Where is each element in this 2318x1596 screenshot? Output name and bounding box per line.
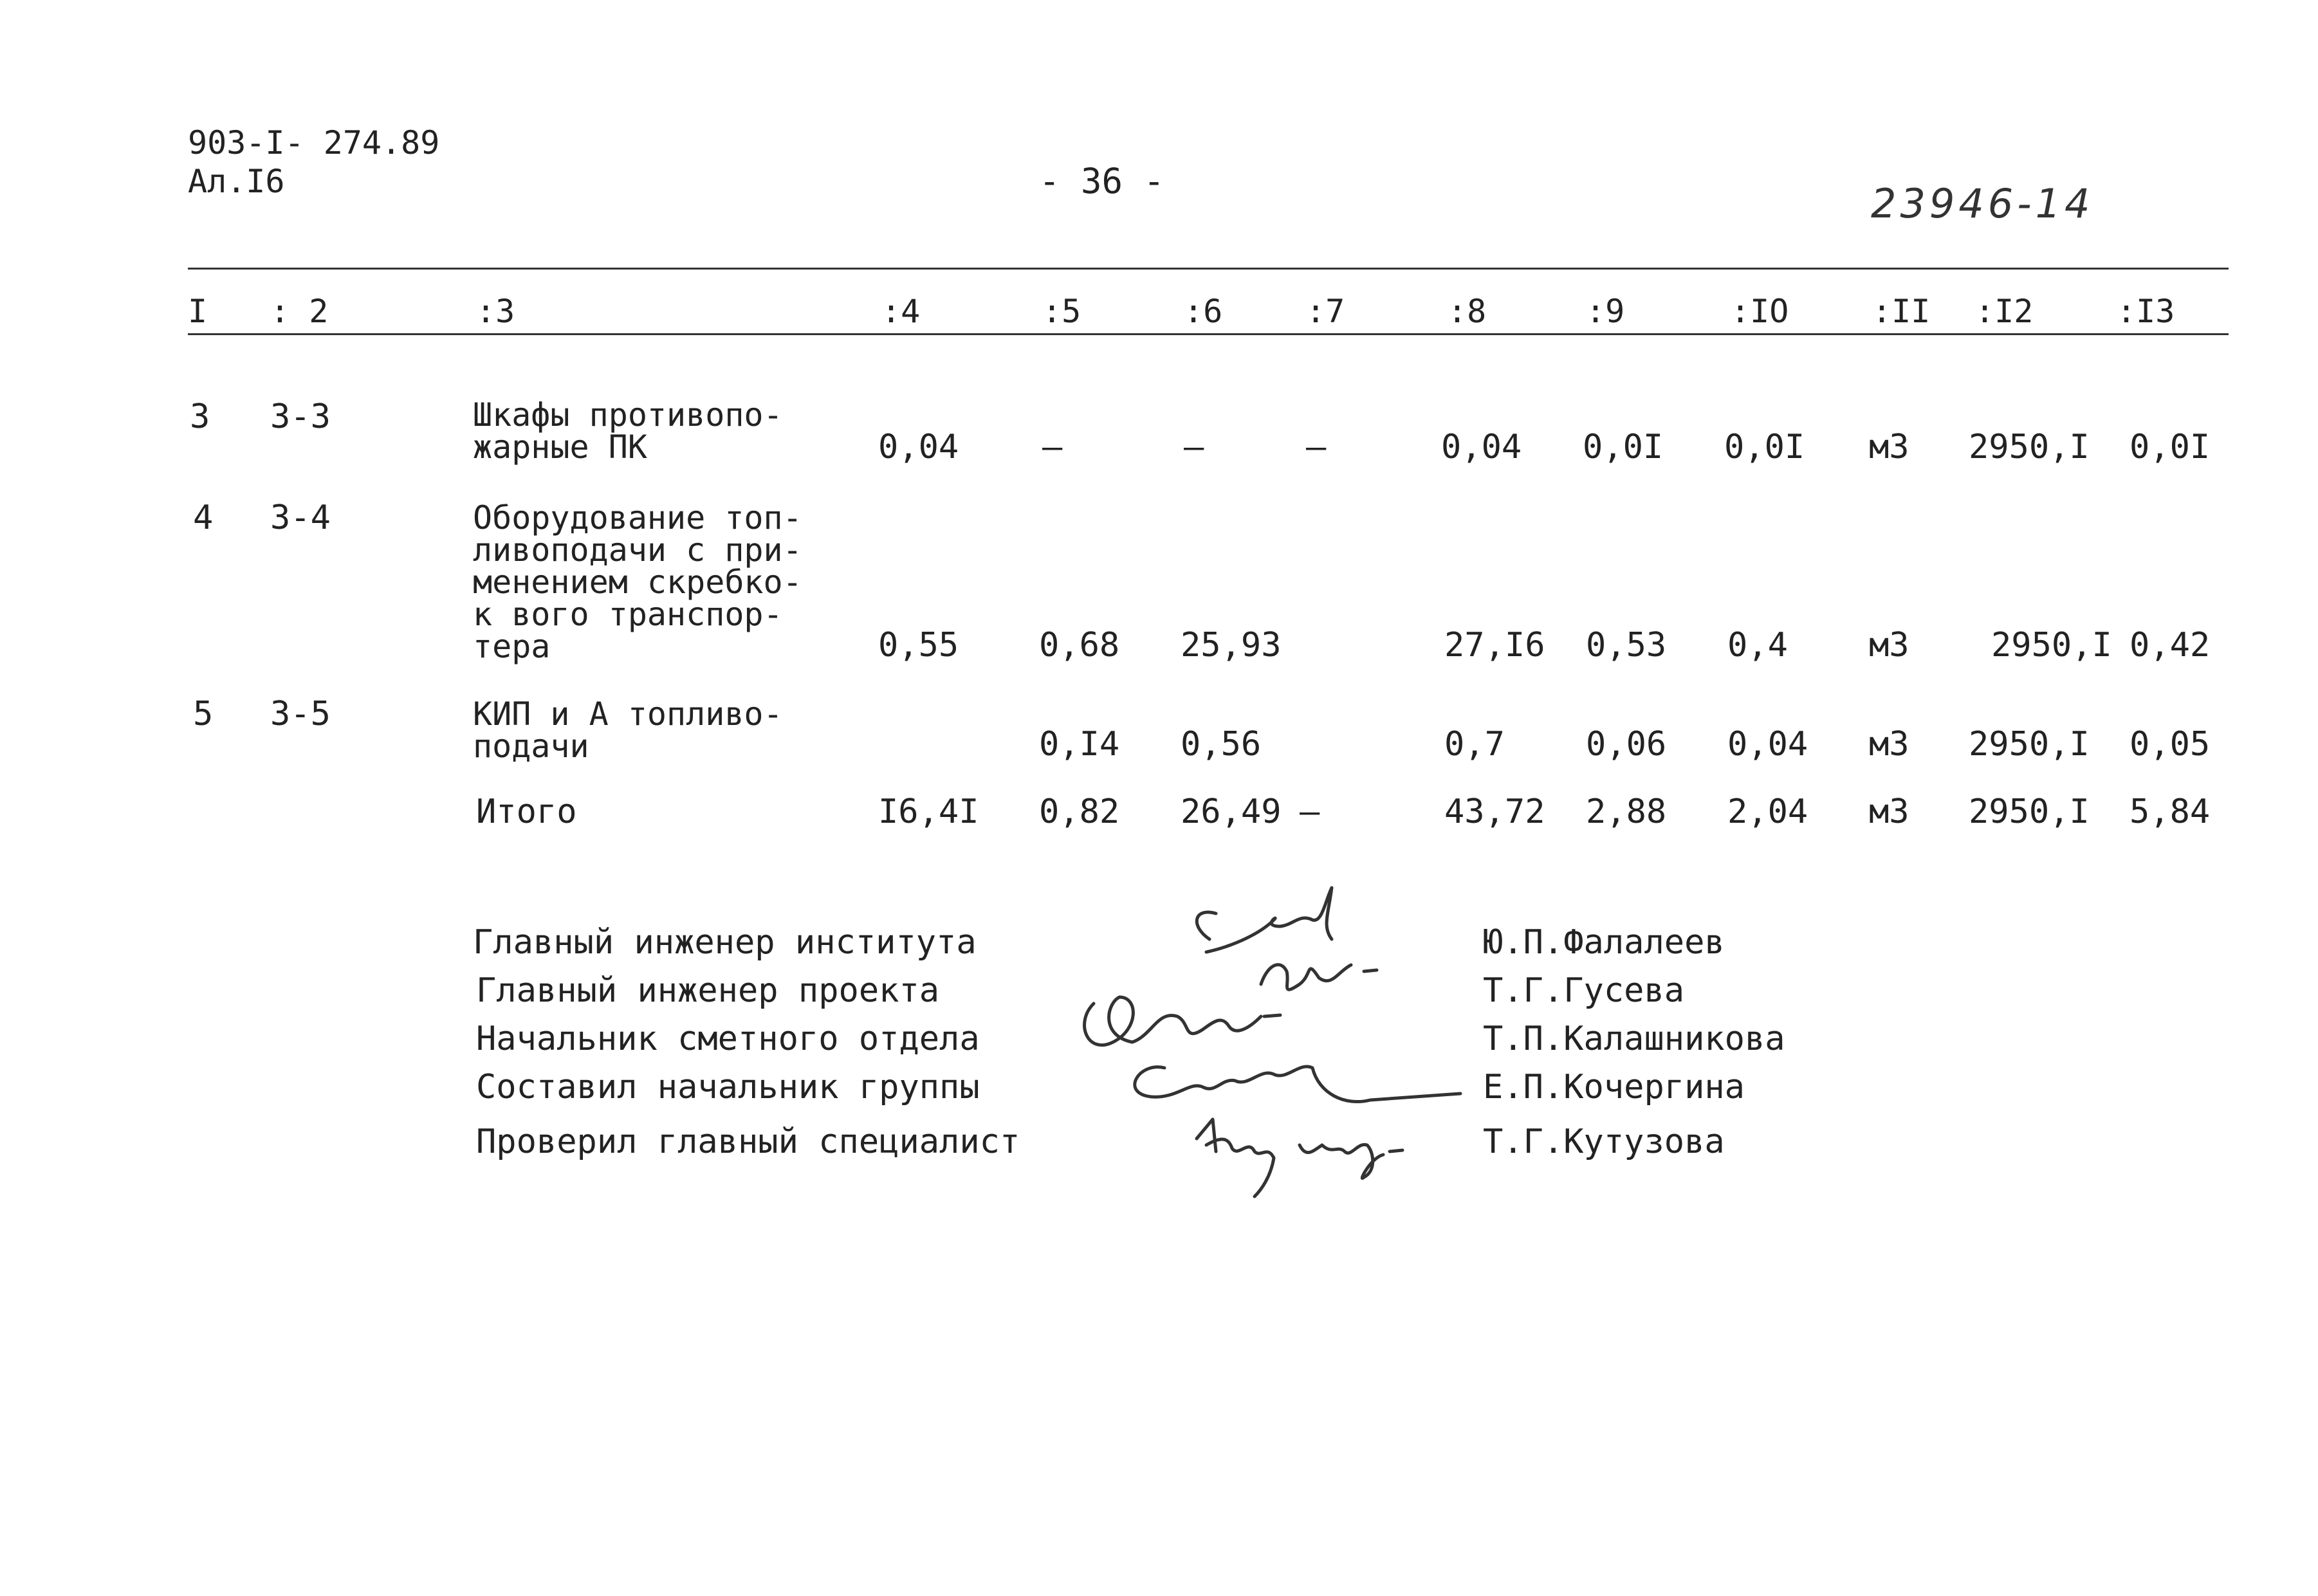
cell-c12: 2950,I — [1969, 725, 2090, 764]
total-c10: 2,04 — [1727, 793, 1808, 831]
cell-c11: м3 — [1869, 725, 1909, 764]
cell-c13: 0,05 — [2129, 725, 2211, 764]
desc-line: к вого транспор- — [473, 596, 783, 633]
signatory-role: Главный инженер института — [473, 923, 977, 962]
desc-line: тера — [473, 628, 551, 665]
col-3: :3 — [476, 293, 515, 330]
cell-c10: 0,04 — [1727, 725, 1808, 764]
signatory-name: Ю.П.Фалалеев — [1483, 923, 1725, 962]
cell-c5: 0,I4 — [1039, 725, 1120, 764]
signature-stroke — [1261, 965, 1377, 990]
desc-line: менением скребко- — [473, 564, 802, 601]
signatory-role: Проверил главный специалист — [476, 1123, 1020, 1161]
cell-c8: 0,04 — [1441, 428, 1522, 466]
table-top-rule — [188, 268, 2229, 270]
total-c5: 0,82 — [1039, 793, 1120, 831]
cell-c6: 0,56 — [1181, 725, 1262, 764]
desc-line: жарные ПК — [473, 428, 647, 466]
cell-c9: 0,06 — [1586, 725, 1667, 764]
signatory-role: Составил начальник группы — [476, 1068, 980, 1106]
col-11: :II — [1872, 293, 1931, 330]
row-description — [473, 396, 783, 466]
signature-stroke — [1135, 1067, 1460, 1102]
signature-stroke — [1197, 1119, 1403, 1197]
page-number: - 36 - — [1039, 161, 1165, 201]
cell-c12: 2950,I — [1991, 626, 2112, 665]
album-line: Ал.I6 — [188, 163, 285, 200]
signatory-name: Т.Г.Гусева — [1483, 971, 1685, 1010]
total-c11: м3 — [1869, 793, 1909, 831]
total-c9: 2,88 — [1586, 793, 1667, 831]
row-code: 3-4 — [270, 499, 331, 537]
cell-c13: 0,42 — [2129, 626, 2211, 665]
signatory-name: Т.Г.Кутузова — [1483, 1123, 1725, 1161]
total-c6: 26,49 — [1181, 793, 1282, 831]
cell-c4: 0,04 — [878, 428, 959, 466]
signature-stroke — [1085, 997, 1280, 1045]
col-4: :4 — [881, 293, 921, 330]
table-header-rule — [188, 333, 2229, 335]
row-description — [473, 695, 783, 765]
cell-c10: 0,0I — [1724, 428, 1805, 466]
col-2: : 2 — [270, 293, 329, 330]
cell-c5: 0,68 — [1039, 626, 1120, 665]
cell-c6: – — [1184, 428, 1204, 466]
col-8: :8 — [1448, 293, 1487, 330]
col-10: :IO — [1731, 293, 1789, 330]
cell-c12: 2950,I — [1969, 428, 2090, 466]
cell-c7: – — [1306, 428, 1327, 466]
signatory-name: Т.П.Калашникова — [1483, 1020, 1785, 1058]
cell-c9: 0,0I — [1583, 428, 1664, 466]
desc-line: подачи — [473, 728, 589, 765]
handwritten-signatures — [1068, 875, 1493, 1209]
doc-code-line: 903-I- 274.89 — [188, 124, 440, 161]
row-code: 3-5 — [270, 695, 331, 733]
cell-c10: 0,4 — [1727, 626, 1788, 665]
total-c4: I6,4I — [878, 793, 979, 831]
col-1: I — [188, 293, 208, 330]
signatory-name: Е.П.Кочергина — [1483, 1068, 1745, 1106]
row-number: 3 — [190, 398, 210, 436]
cell-c8: 27,I6 — [1444, 626, 1545, 665]
signature-stroke — [1197, 888, 1332, 952]
archive-number: 23946-14 — [1871, 180, 2094, 227]
cell-c6: 25,93 — [1181, 626, 1282, 665]
col-7: :7 — [1306, 293, 1345, 330]
document-code — [188, 124, 439, 201]
cell-c11: м3 — [1869, 428, 1909, 466]
row-number: 4 — [193, 499, 214, 537]
col-5: :5 — [1042, 293, 1081, 330]
desc-line: КИП и А топливо- — [473, 695, 783, 733]
cell-c8: 0,7 — [1444, 725, 1505, 764]
cell-c5: – — [1042, 428, 1063, 466]
signatory-role: Главный инженер проекта — [476, 971, 940, 1010]
total-c7: – — [1300, 793, 1320, 831]
cell-c9: 0,53 — [1586, 626, 1667, 665]
total-label: Итого — [476, 793, 577, 831]
col-12: :I2 — [1975, 293, 2034, 330]
signatory-role: Начальник сметного отдела — [476, 1020, 980, 1058]
cell-c13: 0,0I — [2129, 428, 2211, 466]
cell-c11: м3 — [1869, 626, 1909, 665]
row-code: 3-3 — [270, 398, 331, 436]
total-c12: 2950,I — [1969, 793, 2090, 831]
col-9: :9 — [1586, 293, 1625, 330]
total-c13: 5,84 — [2129, 793, 2211, 831]
col-6: :6 — [1184, 293, 1223, 330]
col-13: :I3 — [2117, 293, 2175, 330]
desc-line: ливоподачи с при- — [473, 531, 802, 569]
cell-c4: 0,55 — [878, 626, 959, 665]
row-description — [473, 499, 802, 665]
desc-line: Шкафы противопо- — [473, 396, 783, 434]
total-c8: 43,72 — [1444, 793, 1545, 831]
desc-line: Оборудование топ- — [473, 499, 802, 537]
row-number: 5 — [193, 695, 214, 733]
